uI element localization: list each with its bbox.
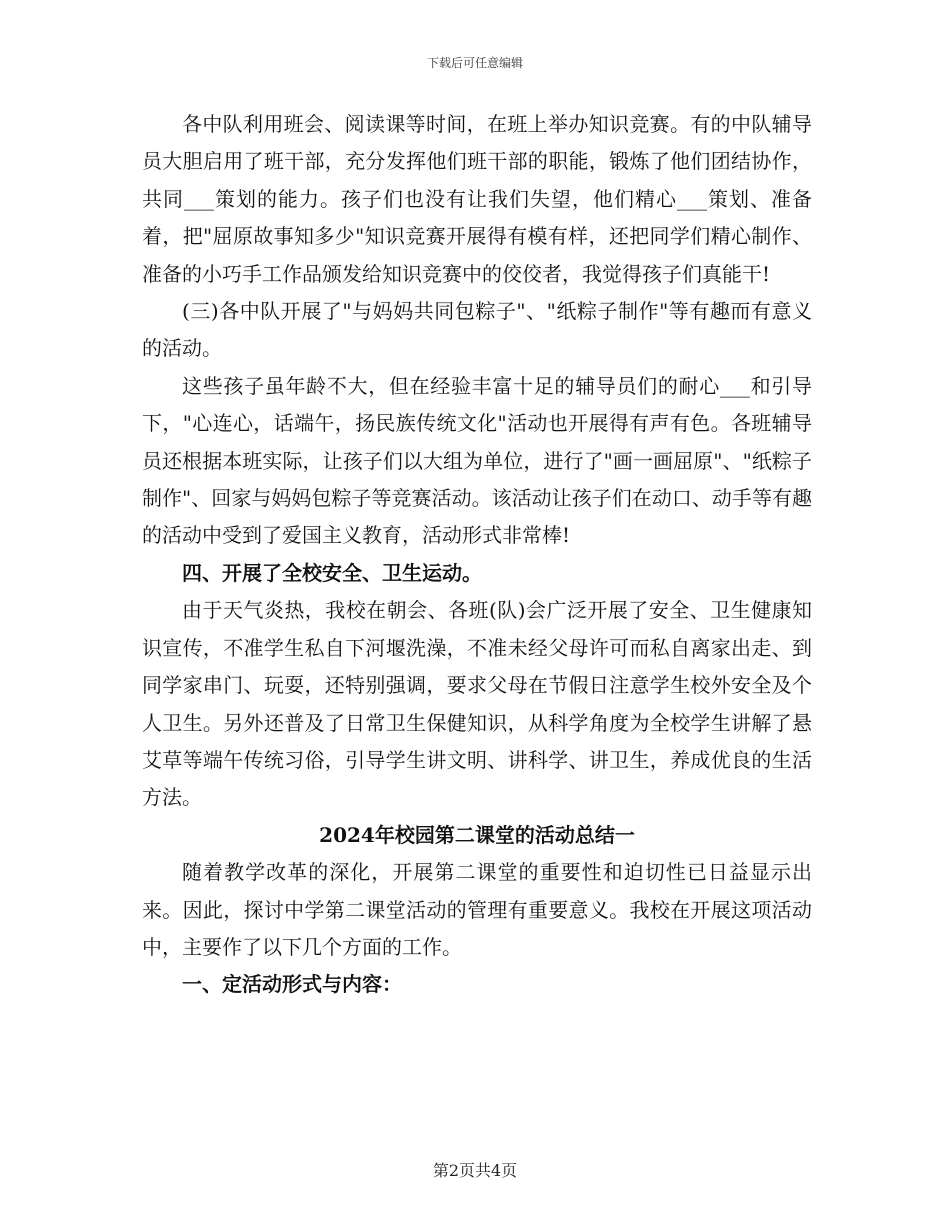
- section-heading-activity-form: 一、定活动形式与内容：: [182, 972, 402, 997]
- paragraph-second-classroom-intro: 随着教学改革的深化，开展第二课堂的重要性和迫切性已日益显示出来。因此，探讨中学第二课堂活动的管理有重要意义。我校在开展这项活动中，主要作了以下几个方面的工作。: [142, 860, 812, 959]
- paragraph-heart-to-heart: 这些孩子虽年龄不大，但在经验丰富十足的辅导员们的耐心___和引导下，"心连心，话端午，扬民族传统文化"活动也开展得有声有色。各班辅导员还根据本班实际，让孩子们以大组为单位，进行了"画一画屈原"、"纸粽子制作"、回家与妈妈包粽子等竞赛活动。该活动让孩子们在动口、动手等有趣的活动中受到了爱国主义教育，活动形式非常棒!: [142, 373, 812, 548]
- page-number: 第2页共4页: [432, 1161, 518, 1180]
- section-heading-safety: 四、开展了全校安全、卫生运动。: [182, 560, 482, 585]
- document-title: 2024年校园第二课堂的活动总结一: [319, 822, 635, 847]
- paragraph-safety-hygiene: 由于天气炎热，我校在朝会、各班(队)会广泛开展了安全、卫生健康知识宣传，不准学生私自下河堰洗澡，不准未经父母许可而私自离家出走、到同学家串门、玩耍，还特别强调，要求父母在节假日注意学生校外安全及个人卫生。另外还普及了日常卫生保健知识，从科学角度为全校学生讲解了悬艾草等端午传统习俗，引导学生讲文明、讲科学、讲卫生，养成优良的生活方法。: [142, 598, 812, 810]
- page-header: 下载后可任意编辑: [426, 56, 523, 70]
- paragraph-knowledge-contest: 各中队利用班会、阅读课等时间，在班上举办知识竞赛。有的中队辅导员大胆启用了班干部，充分发挥他们班干部的职能，锻炼了他们团结协作，共同___策划的能力。孩子们也没有让我们失望，他们精心___策划、准备着，把"屈原故事知多少"知识竞赛开展得有模有样，还把同学们精心制作、准备的小巧手工作品颁发给知识竞赛中的佼佼者，我觉得孩子们真能干!: [142, 112, 812, 286]
- paragraph-zongzi-activity: (三)各中队开展了"与妈妈共同包粽子"、"纸粽子制作"等有趣而有意义的活动。: [142, 299, 812, 361]
- document-body: [142, 106, 812, 1004]
